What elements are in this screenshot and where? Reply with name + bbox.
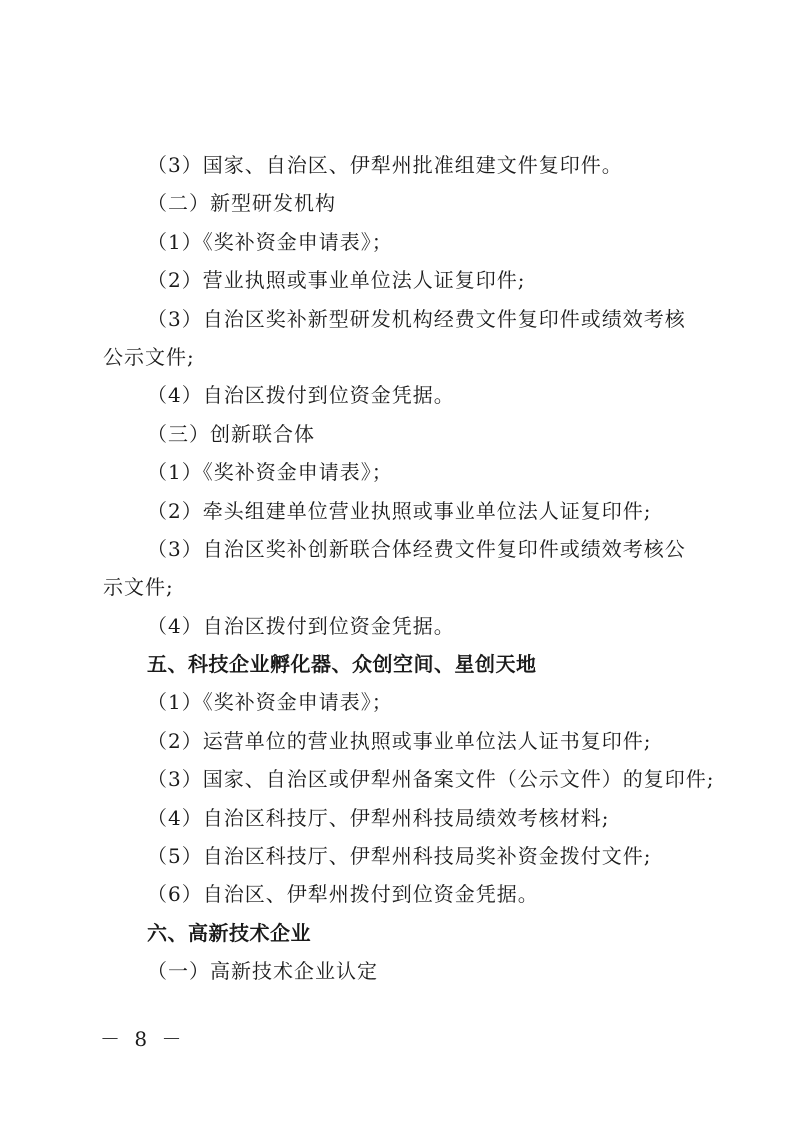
page-number: － 8 － — [100, 1027, 186, 1051]
subsection-heading: （二）新型研发机构 — [147, 191, 336, 216]
text-line: （6）自治区、伊犁州拨付到位资金凭据。 — [147, 882, 539, 907]
text-line: （3）自治区奖补新型研发机构经费文件复印件或绩效考核 — [147, 306, 686, 331]
text-line: （2）运营单位的营业执照或事业单位法人证书复印件; — [147, 728, 652, 753]
text-line: （3）自治区奖补创新联合体经费文件复印件或绩效考核公 — [147, 536, 686, 561]
text-line: 示文件; — [103, 575, 174, 600]
text-line: （4）自治区拨付到位资金凭据。 — [147, 613, 455, 638]
section-heading: 六、高新技术企业 — [147, 920, 311, 945]
text-line: （1）《奖补资金申请表》； — [147, 690, 393, 715]
subsection-heading: （三）创新联合体 — [147, 421, 315, 446]
text-line: （3）国家、自治区或伊犁州备案文件（公示文件）的复印件; — [147, 767, 715, 792]
text-line: （2）牵头组建单位营业执照或事业单位法人证复印件; — [147, 498, 652, 523]
text-line: 公示文件; — [103, 344, 195, 369]
section-heading: 五、科技企业孵化器、众创空间、星创天地 — [147, 652, 537, 677]
text-line: （4）自治区科技厅、伊犁州科技局绩效考核材料; — [147, 805, 610, 830]
text-line: （1）《奖补资金申请表》； — [147, 460, 393, 485]
text-line: （3）国家、自治区、伊犁州批准组建文件复印件。 — [147, 153, 623, 177]
text-line: （1）《奖补资金申请表》； — [147, 229, 393, 254]
text-line: （4）自治区拨付到位资金凭据。 — [147, 383, 455, 408]
text-line: （5）自治区科技厅、伊犁州科技局奖补资金拨付文件; — [147, 844, 652, 869]
document-body — [103, 146, 715, 991]
subsection-heading: （一）高新技术企业认定 — [147, 959, 378, 984]
text-line: （2）营业执照或事业单位法人证复印件; — [147, 268, 526, 293]
